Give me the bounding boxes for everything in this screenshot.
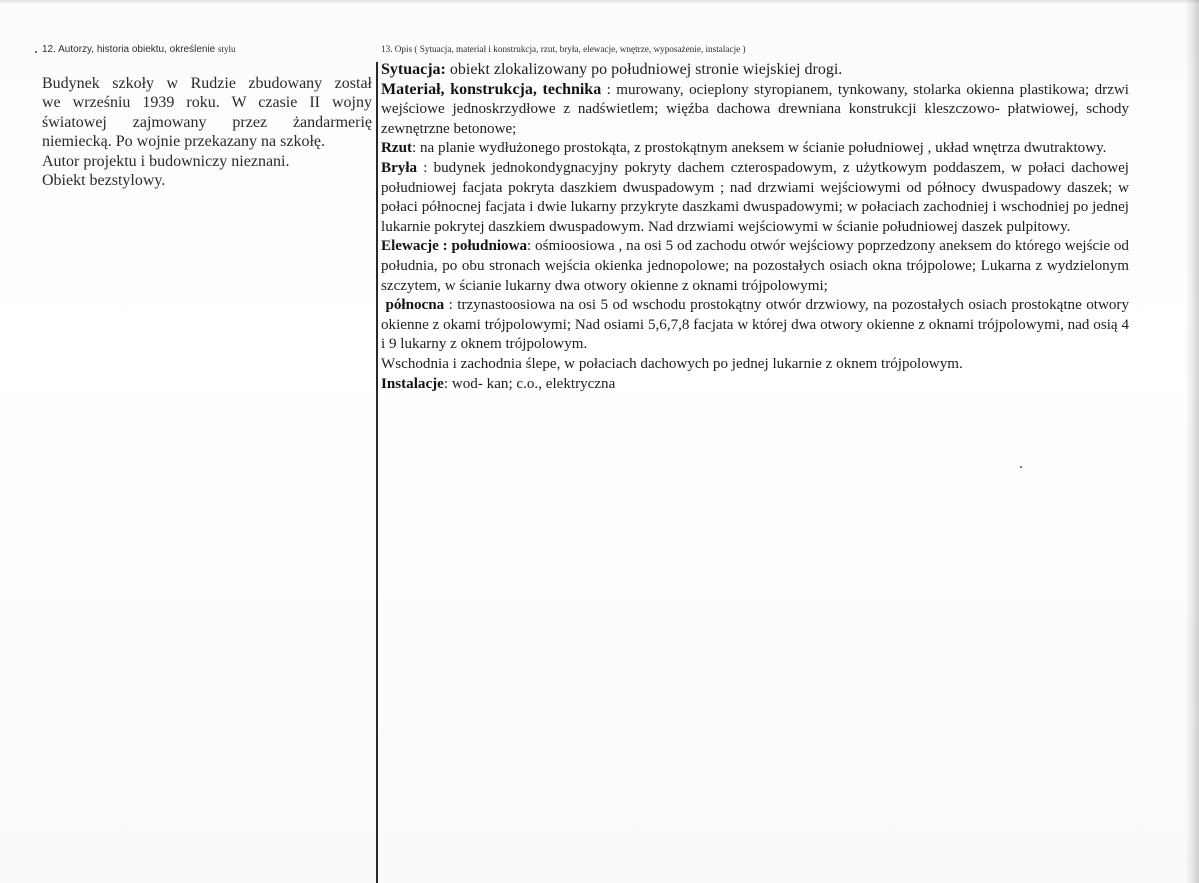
authors-history-text — [42, 74, 372, 190]
bryla-text: : budynek jednokondygnacyjny pokryty dachem czterospadowym, z użytkowym poddaszem, w połaci dachowej południowej facjata pokryta daszkiem dwuspadowym ; nad drzwiami wejściowymi od północy dwuspadowy daszek; w połaci północnej facjata i dwie lukarny przykryte daszkami dwuspadowymi; w połaciach zachodniej i wschodniej po jednej lukarnie pokrytej daszkiem dwuspadowym. Nad drzwiami wejściowymi w ścianie południowej daszek pulpitowy. — [381, 159, 1129, 235]
scan-speck — [1020, 466, 1022, 468]
authors-history-section — [42, 44, 372, 190]
rzut-text: : na planie wydłużonego prostokąta, z prostokątnym aneksem w ścianie południowej , układ wnętrza dwutraktowy. — [412, 140, 1107, 157]
sytuacja-text: obiekt zlokalizowany po południowej stronie wiejskiej drogi. — [445, 61, 843, 78]
rzut-label: Rzut — [381, 140, 413, 157]
rzut-paragraph — [381, 139, 1129, 159]
wschodnia-paragraph: Wschodnia i zachodnia ślepe, w połaciach dachowych po jednej lukarnie z oknem trójpolowym. — [381, 355, 963, 372]
elewacje-label: Elewacje : południowa — [381, 238, 528, 255]
history-line: niemiecką. Po wojnie przekazany na szkołę. — [42, 133, 325, 151]
polnocna-paragraph — [381, 296, 1129, 355]
authors-history-header — [42, 44, 372, 55]
description-text — [381, 60, 1129, 394]
description-section — [381, 44, 1129, 394]
material-label: Materiał, konstrukcja, technika — [381, 80, 602, 98]
sytuacja-label: Sytuacja: — [381, 61, 446, 78]
history-line: we wrześniu 1939 roku. W czasie II wojny — [42, 94, 372, 112]
polnocna-text: : trzynastoosiowa na osi 5 od wschodu prostokątny otwór drzwiowy, na pozostałych osiach prostokątne otwory okienne z okami trójpolowymi; Nad osiami 5,6,7,8 facjata w której dwa otwory okienne z oknami trójpolowymi, nad osią 4 i 9 lukarny z oknem trójpolowym. — [381, 297, 1129, 353]
description-header: 13. Opis ( Sytuacja, materiał i konstrukcja, rzut, bryła, elewacje, wnętrze, wyposażenie, instalacje ) — [381, 44, 746, 54]
history-line: Obiekt bezstylowy. — [42, 172, 166, 190]
column-divider — [376, 62, 378, 883]
scan-top-edge — [0, 0, 1199, 4]
instalacje-paragraph — [381, 375, 1129, 395]
authors-history-header-main: 12. Autorzy, historia obiektu, określenie — [42, 44, 216, 55]
scan-right-edge — [1185, 0, 1199, 883]
history-line: Budynek szkoły w Rudzie zbudowany został — [42, 75, 372, 92]
bryla-label: Bryła — [381, 159, 418, 176]
bryla-paragraph — [381, 159, 1129, 237]
instalacje-label: Instalacje — [381, 375, 444, 392]
scan-speck — [35, 51, 37, 53]
material-text: : murowany, ocieplony styropianem, tynkowany, stolarka okienna plastikowa; drzwi wejściowe jednoskrzydłowe z nadświetlem; więźba dachowa drewniana konstrukcji kleszczowo- płatwiowej, schody zewnętrzne betonowe; — [381, 81, 1130, 137]
sytuacja-paragraph — [381, 60, 1129, 80]
elewacje-text: : ośmioosiowa , na osi 5 od zachodu otwór wejściowy poprzedzony aneksem do którego wejście od południa, po obu stronach wejścia okienka jednopolowe; na pozostałych osiach okna trójpolowe; Lukarna z wydzielonym szczytem, w ścianie lukarny dwa otwory okienne z oknami trójpolowymi; — [381, 238, 1129, 294]
elewacje-paragraph — [381, 237, 1129, 296]
polnocna-label: północna — [385, 297, 445, 314]
history-line: Autor projektu i budowniczy nieznani. — [42, 152, 290, 170]
material-paragraph — [381, 80, 1129, 140]
instalacje-text: : wod- kan; c.o., elektryczna — [443, 375, 616, 392]
authors-history-header-small: stylu — [218, 44, 236, 54]
history-line: światowej zajmowany przez żandarmerię — [42, 113, 372, 131]
